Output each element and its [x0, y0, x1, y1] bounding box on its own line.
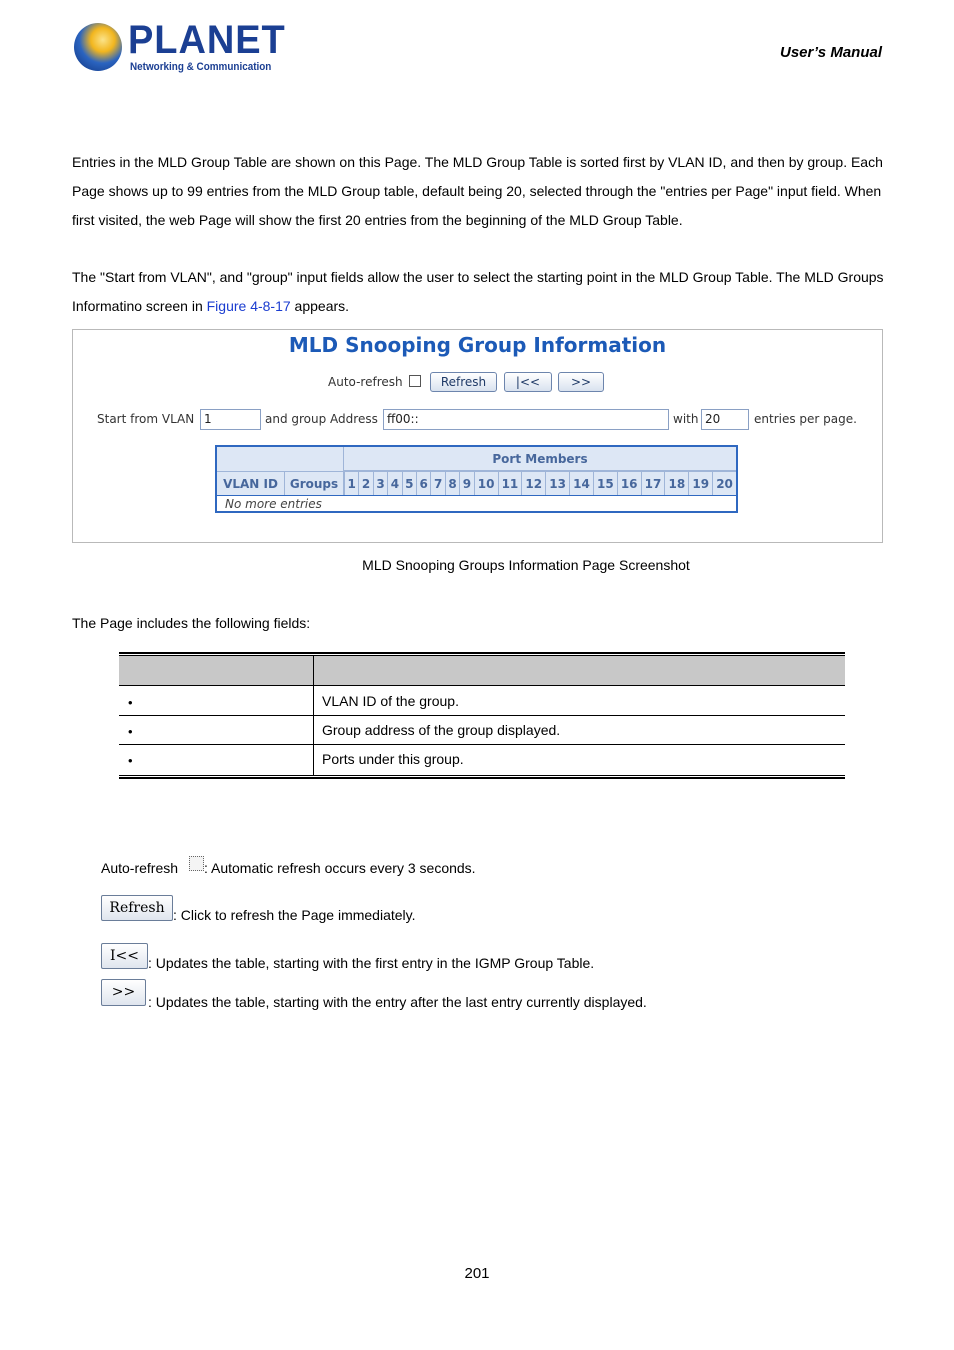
- table-row: [119, 745, 845, 774]
- port-header-8: 8: [445, 471, 459, 495]
- table-row: [119, 687, 845, 716]
- refresh-desc: : Click to refresh the Page immediately.: [173, 907, 416, 923]
- auto-refresh-checkbox[interactable]: [409, 375, 421, 387]
- port-header-17: 17: [641, 471, 665, 495]
- port-members-header: Port Members: [344, 447, 736, 471]
- column-divider: [313, 656, 314, 776]
- logo-wordmark: PLANET: [128, 18, 286, 62]
- first-page-button[interactable]: |<<: [504, 372, 552, 392]
- row-description: Ports under this group.: [322, 751, 464, 767]
- port-header-5: 5: [402, 471, 416, 495]
- port-header-7: 7: [430, 471, 444, 495]
- start-vlan-label: Start from VLAN: [97, 412, 195, 426]
- auto-refresh-desc: : Automatic refresh occurs every 3 seconds.: [204, 860, 476, 876]
- port-header-9: 9: [459, 471, 473, 495]
- logo-tagline: Networking & Communication: [130, 61, 272, 73]
- entries-per-page-label: entries per page.: [754, 412, 857, 426]
- port-header-20: 20: [712, 471, 736, 495]
- first-page-sample-button[interactable]: I<<: [101, 943, 148, 969]
- port-header-19: 19: [688, 471, 712, 495]
- next-page-sample-button[interactable]: >>: [101, 979, 146, 1006]
- intro-paragraph-1: Entries in the MLD Group Table are shown on this Page. The MLD Group Table is sorted first by VLAN ID, and then by group. Each Page shows up to 99 entries from the MLD Group table, default being 20, selected through the "entries per Page" input field. When first visited, the web Page will show the first 20 entries from the beginning of the MLD Group Table.: [72, 154, 883, 228]
- intro-paragraph-2-text: The "Start from VLAN", and "group" input fields allow the user to select the starting point in the MLD Group Table. The MLD Groups Informatino screen in: [72, 269, 884, 314]
- manual-label: User’s Manual: [780, 44, 882, 61]
- port-header-15: 15: [593, 471, 617, 495]
- next-page-button[interactable]: >>: [558, 372, 604, 392]
- port-header-11: 11: [498, 471, 522, 495]
- next-page-desc: : Updates the table, starting with the entry after the last entry currently displayed.: [148, 994, 647, 1010]
- auto-refresh-legend-label: Auto-refresh: [101, 860, 179, 876]
- fields-table: [119, 652, 845, 779]
- row-description: Group address of the group displayed.: [322, 722, 561, 738]
- globe-icon: [74, 23, 122, 71]
- port-header-6: 6: [416, 471, 430, 495]
- planet-logo: [72, 18, 286, 78]
- first-page-desc: : Updates the table, starting with the first entry in the IGMP Group Table.: [148, 955, 595, 971]
- page-number: 201: [464, 1265, 490, 1282]
- intro-paragraph-2-tail: appears.: [290, 298, 350, 314]
- figure-caption: MLD Snooping Groups Information Page Screenshot: [362, 557, 690, 573]
- port-header-3: 3: [373, 471, 387, 495]
- refresh-sample-button[interactable]: Refresh: [101, 895, 173, 921]
- figure-link[interactable]: Figure 4-8-17: [206, 298, 291, 314]
- screenshot-panel: [72, 329, 883, 543]
- port-header-4: 4: [387, 471, 401, 495]
- groups-header: Groups: [285, 471, 344, 495]
- row-bullet: •: [128, 724, 133, 739]
- port-header-16: 16: [617, 471, 641, 495]
- group-address-input[interactable]: ff00::: [383, 409, 669, 430]
- row-bullet: •: [128, 753, 133, 768]
- entries-per-page-input[interactable]: 20: [701, 409, 749, 430]
- start-vlan-input[interactable]: 1: [200, 409, 261, 430]
- intro-paragraph-2: [72, 263, 884, 321]
- fields-intro: The Page includes the following fields:: [72, 615, 311, 631]
- group-info-table: [215, 445, 738, 513]
- port-header-14: 14: [569, 471, 593, 495]
- no-entries-message: No more entries: [225, 497, 322, 511]
- auto-refresh-label: Auto-refresh: [328, 375, 403, 389]
- row-description: VLAN ID of the group.: [322, 693, 459, 709]
- port-header-13: 13: [545, 471, 569, 495]
- screenshot-title: MLD Snooping Group Information: [288, 333, 667, 357]
- port-header-18: 18: [664, 471, 688, 495]
- port-header-10: 10: [474, 471, 498, 495]
- auto-refresh-legend: [101, 860, 178, 876]
- port-header-1: 1: [344, 471, 358, 495]
- table-row: [119, 716, 845, 745]
- table-bottom-rule: [119, 775, 845, 779]
- row-bullet: •: [128, 695, 133, 710]
- with-label: with: [673, 412, 699, 426]
- port-header-2: 2: [358, 471, 372, 495]
- fields-table-header: [119, 656, 845, 686]
- refresh-button[interactable]: Refresh: [430, 372, 497, 392]
- port-header-12: 12: [521, 471, 545, 495]
- table-header-blank: [217, 447, 344, 471]
- group-address-label: and group Address: [265, 412, 378, 426]
- auto-refresh-checkbox-sample[interactable]: [189, 856, 204, 871]
- vlan-id-header: VLAN ID: [217, 471, 285, 495]
- table-divider: [217, 495, 736, 496]
